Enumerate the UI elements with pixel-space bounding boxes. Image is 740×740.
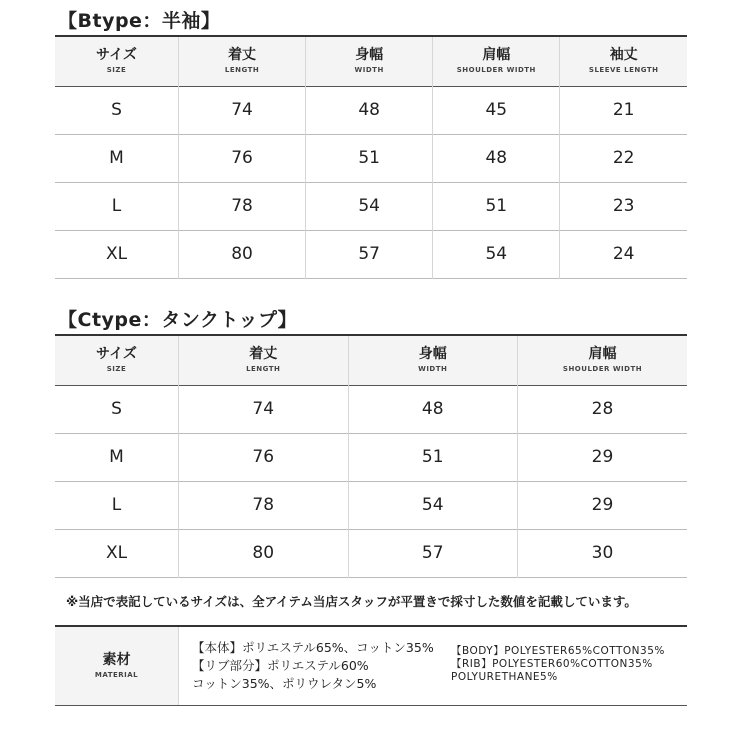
size-cell: S bbox=[111, 399, 122, 419]
material-table bbox=[55, 625, 687, 706]
width-cell: 51 bbox=[348, 433, 518, 481]
header-sleeve-length: 袖丈 SLEEVE LENGTH bbox=[560, 36, 687, 86]
size-cell: M bbox=[109, 447, 124, 467]
size-cell: S bbox=[111, 100, 122, 120]
header-width: 身幅 WIDTH bbox=[348, 335, 518, 385]
length-cell: 80 bbox=[179, 529, 349, 577]
material-japanese bbox=[192, 639, 434, 693]
width-cell: 48 bbox=[348, 385, 518, 433]
shoulder-width-cell: 29 bbox=[518, 481, 688, 529]
table-row bbox=[55, 86, 687, 134]
shoulder-width-cell: 45 bbox=[433, 86, 560, 134]
table-row bbox=[55, 481, 687, 529]
length-cell: 78 bbox=[179, 481, 349, 529]
header-shoulder-width: 肩幅 SHOULDER WIDTH bbox=[518, 335, 688, 385]
sleeve-length-cell: 24 bbox=[560, 230, 687, 278]
header-size: サイズ SIZE bbox=[96, 47, 137, 75]
material-english bbox=[451, 645, 665, 684]
material-line: コットン35%、ポリウレタン5% bbox=[192, 676, 377, 691]
table-row bbox=[55, 134, 687, 182]
header-shoulder-width: 肩幅 SHOULDER WIDTH bbox=[433, 36, 560, 86]
material-line: POLYURETHANE5% bbox=[451, 671, 558, 683]
ctype-size-table bbox=[55, 334, 687, 578]
size-cell: L bbox=[111, 196, 122, 216]
shoulder-width-cell: 29 bbox=[518, 433, 688, 481]
btype-title: 【Btype：半袖】 bbox=[58, 10, 221, 32]
table-header-row bbox=[55, 335, 687, 385]
size-note: ※当店で表記しているサイズは、全アイテム当店スタッフが平置きで採寸した数値を記載しています。 bbox=[66, 594, 637, 609]
length-cell: 76 bbox=[179, 134, 306, 182]
table-row bbox=[55, 182, 687, 230]
material-line: 【RIB】POLYESTER60%COTTON35% bbox=[451, 658, 653, 670]
width-cell: 48 bbox=[306, 86, 433, 134]
shoulder-width-cell: 54 bbox=[433, 230, 560, 278]
table-row bbox=[55, 230, 687, 278]
sleeve-length-cell: 22 bbox=[560, 134, 687, 182]
size-cell: XL bbox=[105, 244, 128, 264]
ctype-title: 【Ctype：タンクトップ】 bbox=[58, 309, 298, 331]
shoulder-width-cell: 48 bbox=[433, 134, 560, 182]
material-line: 【リブ部分】ポリエステル60% bbox=[192, 658, 369, 673]
width-cell: 54 bbox=[306, 182, 433, 230]
shoulder-width-cell: 51 bbox=[433, 182, 560, 230]
shoulder-width-cell: 30 bbox=[518, 529, 688, 577]
sleeve-length-cell: 21 bbox=[560, 86, 687, 134]
table-row bbox=[55, 385, 687, 433]
length-cell: 76 bbox=[179, 433, 349, 481]
size-cell: M bbox=[109, 148, 124, 168]
material-body bbox=[179, 627, 687, 705]
size-cell: XL bbox=[105, 543, 128, 563]
width-cell: 51 bbox=[306, 134, 433, 182]
length-cell: 78 bbox=[179, 182, 306, 230]
material-line: 【BODY】POLYESTER65%COTTON35% bbox=[451, 645, 665, 657]
header-length: 着丈 LENGTH bbox=[179, 36, 306, 86]
btype-size-table bbox=[55, 35, 687, 279]
header-length: 着丈 LENGTH bbox=[179, 335, 349, 385]
sleeve-length-cell: 23 bbox=[560, 182, 687, 230]
header-width: 身幅 WIDTH bbox=[306, 36, 433, 86]
width-cell: 57 bbox=[306, 230, 433, 278]
length-cell: 80 bbox=[179, 230, 306, 278]
width-cell: 57 bbox=[348, 529, 518, 577]
table-header-row bbox=[55, 36, 687, 86]
length-cell: 74 bbox=[179, 86, 306, 134]
size-cell: L bbox=[111, 495, 122, 515]
table-row bbox=[55, 529, 687, 577]
length-cell: 74 bbox=[179, 385, 349, 433]
material-line: 【本体】ポリエステル65%、コットン35% bbox=[192, 640, 434, 655]
table-row bbox=[55, 433, 687, 481]
material-header bbox=[55, 627, 179, 705]
header-size: サイズ SIZE bbox=[96, 346, 137, 374]
shoulder-width-cell: 28 bbox=[518, 385, 688, 433]
width-cell: 54 bbox=[348, 481, 518, 529]
material-label-en: MATERIAL bbox=[94, 671, 139, 679]
material-label: 素材 bbox=[102, 652, 131, 668]
